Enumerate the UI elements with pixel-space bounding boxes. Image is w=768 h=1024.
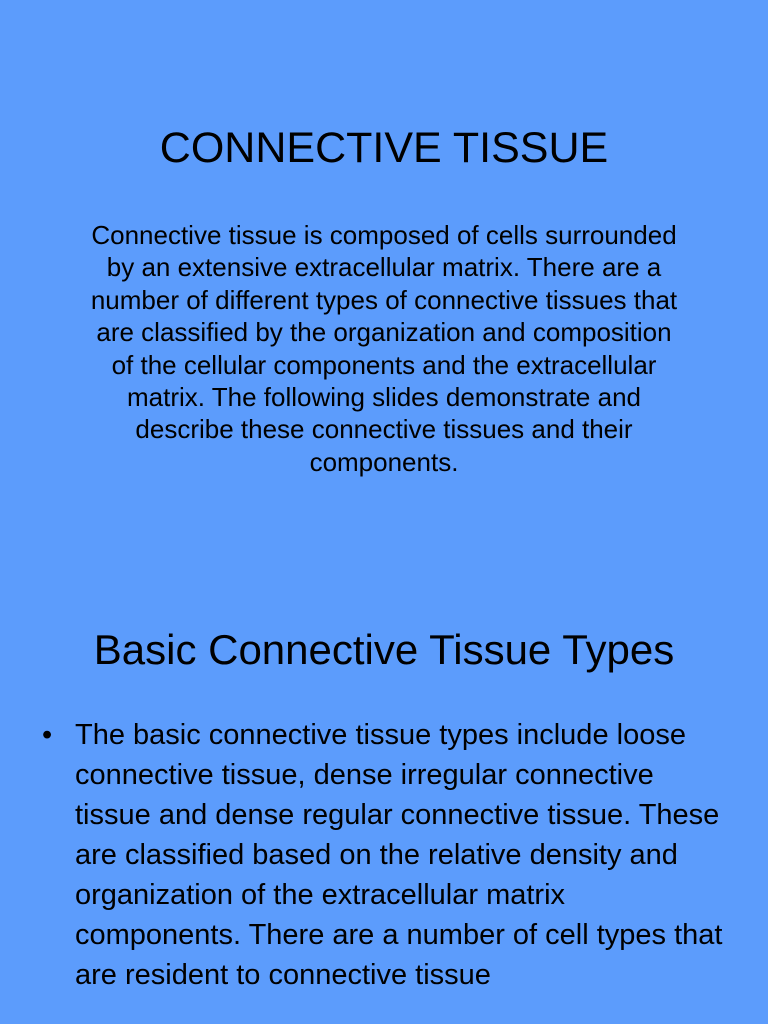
bullet-icon: • xyxy=(42,719,53,751)
bullet-item xyxy=(0,715,768,995)
slide-title: Basic Connective Tissue Types xyxy=(93,626,675,673)
slide-body-text: Connective tissue is composed of cells surrounded by an extensive extracellular matrix. There are a number of different types of connective tissues that are classified by the organization and composition of the cellular components and the extracellular matrix. The following slides demonstrate and describe these connective tissues and their components. xyxy=(90,220,678,477)
bullet-list xyxy=(0,715,768,995)
slide-title: CONNECTIVE TISSUE xyxy=(159,124,609,172)
slide-basic-types xyxy=(0,576,768,1024)
bullet-text: The basic connective tissue types include loose connective tissue, dense irregular connective tissue and dense regular connective tissue. These are classified based on the relative density and organization of the extracellular matrix components. There are a number of cell types that are resident to connective tissue xyxy=(75,719,723,991)
